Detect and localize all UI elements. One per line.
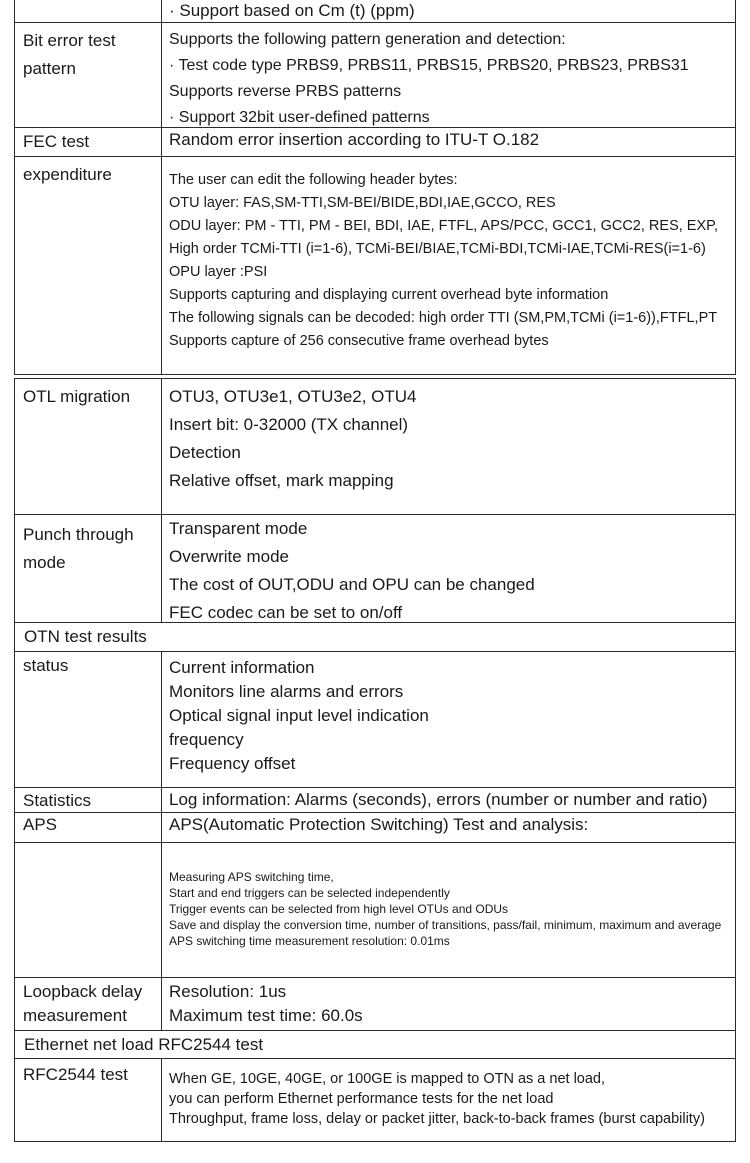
value-line: Supports reverse PRBS patterns bbox=[169, 83, 402, 100]
row-label: Loopback delay measurement bbox=[15, 978, 162, 1030]
row-value bbox=[162, 515, 735, 622]
table-row-ethernet-net-load bbox=[14, 1030, 736, 1059]
section-heading: Ethernet net load RFC2544 test bbox=[24, 1035, 264, 1054]
value-line: · Support 32bit user-defined patterns bbox=[169, 109, 430, 126]
value-line: Measuring APS switching time, bbox=[169, 870, 334, 884]
row-value bbox=[162, 23, 735, 127]
row-label: FEC test bbox=[15, 128, 162, 156]
table-row-expenditure bbox=[14, 156, 736, 375]
value-line: Detection bbox=[169, 443, 241, 462]
value-line: Save and display the conversion time, number of transitions, pass/fail, minimum, maximum and average bbox=[169, 918, 722, 932]
value-line: Frequency offset bbox=[169, 754, 296, 773]
row-label: RFC2544 test bbox=[15, 1059, 162, 1141]
value-line: · Support based on Cm (t) (ppm) bbox=[169, 1, 415, 20]
table-row-punch-through bbox=[14, 514, 736, 623]
value-line: Log information: Alarms (seconds), errors (number or number and ratio) bbox=[169, 790, 708, 809]
table-row-cm bbox=[14, 0, 736, 23]
row-value bbox=[162, 379, 735, 514]
value-line: Transparent mode bbox=[169, 519, 308, 538]
value-line: Trigger events can be selected from high level OTUs and ODUs bbox=[169, 902, 509, 916]
row-value bbox=[162, 128, 735, 156]
row-label: Bit error test pattern bbox=[15, 23, 162, 127]
row-label: Statistics bbox=[15, 788, 162, 812]
value-line: OTU layer: FAS,SM-TTI,SM-BEI/BIDE,BDI,IAE,GCCO, RES bbox=[169, 195, 556, 211]
value-line: frequency bbox=[169, 730, 244, 749]
table-row-rfc2544 bbox=[14, 1058, 736, 1142]
row-label: Punch through mode bbox=[15, 515, 162, 622]
row-value bbox=[162, 978, 735, 1030]
section-heading: OTN test results bbox=[24, 627, 147, 646]
value-line: When GE, 10GE, 40GE, or 100GE is mapped to OTN as a net load, bbox=[169, 1071, 606, 1087]
value-line: Overwrite mode bbox=[169, 547, 289, 566]
row-value bbox=[162, 813, 735, 842]
value-line: Monitors line alarms and errors bbox=[169, 682, 404, 701]
table-row-loopback-delay bbox=[14, 977, 736, 1031]
value-line: Throughput, frame loss, delay or packet jitter, back-to-back frames (burst capability) bbox=[169, 1111, 705, 1127]
row-value bbox=[162, 157, 735, 374]
value-line: Start and end triggers can be selected independently bbox=[169, 886, 450, 900]
row-label: expenditure bbox=[15, 157, 162, 374]
value-line: Random error insertion according to ITU-T O.182 bbox=[169, 130, 540, 149]
value-line: APS(Automatic Protection Switching) Test and analysis: bbox=[169, 815, 589, 834]
row-value bbox=[162, 788, 735, 812]
value-line: Current information bbox=[169, 658, 315, 677]
value-line: APS switching time measurement resolution: 0.01ms bbox=[169, 934, 450, 948]
value-line: OTU3, OTU3e1, OTU3e2, OTU4 bbox=[169, 387, 417, 406]
value-line: FEC codec can be set to on/off bbox=[169, 603, 403, 622]
row-value bbox=[162, 1059, 735, 1141]
value-line: you can perform Ethernet performance tests for the net load bbox=[169, 1091, 554, 1107]
row-label-empty bbox=[15, 0, 162, 22]
row-label: OTL migration bbox=[15, 379, 162, 514]
table-row-otn-results bbox=[14, 622, 736, 652]
value-line: Supports the following pattern generation and detection: bbox=[169, 31, 566, 48]
row-value bbox=[162, 652, 735, 787]
value-line: The cost of OUT,ODU and OPU can be changed bbox=[169, 575, 535, 594]
row-value bbox=[162, 0, 735, 22]
table-row-aps bbox=[14, 812, 736, 843]
table-row-status bbox=[14, 651, 736, 788]
value-line: Relative offset, mark mapping bbox=[169, 471, 394, 490]
value-line: High order TCMi-TTI (i=1-6), TCMi-BEI/BIAE,TCMi-BDI,TCMi-IAE,TCMi-RES(i=1-6) bbox=[169, 241, 706, 257]
value-line: ODU layer: PM - TTI, PM - BEI, BDI, IAE, FTFL, APS/PCC, GCC1, GCC2, RES, EXP, bbox=[169, 218, 718, 234]
value-line: The user can edit the following header bytes: bbox=[169, 172, 458, 188]
value-line: Resolution: 1us bbox=[169, 982, 287, 1001]
table-row-aps-detail bbox=[14, 842, 736, 978]
row-label: APS bbox=[15, 813, 162, 842]
table-row-statistics bbox=[14, 787, 736, 813]
table-row-fec bbox=[14, 127, 736, 157]
value-line: Optical signal input level indication bbox=[169, 706, 429, 725]
value-line: The following signals can be decoded: high order TTI (SM,PM,TCMi (i=1-6)),FTFL,PT bbox=[169, 310, 718, 326]
row-value bbox=[162, 843, 735, 977]
value-line: OPU layer :PSI bbox=[169, 264, 268, 280]
value-line: Supports capture of 256 consecutive frame overhead bytes bbox=[169, 333, 549, 349]
table-row-otl-migration bbox=[14, 378, 736, 515]
row-label: status bbox=[15, 652, 162, 787]
value-line: · Test code type PRBS9, PRBS11, PRBS15, PRBS20, PRBS23, PRBS31 bbox=[169, 57, 689, 74]
value-line: Supports capturing and displaying current overhead byte information bbox=[169, 287, 609, 303]
row-label-empty bbox=[15, 843, 162, 977]
value-line: Maximum test time: 60.0s bbox=[169, 1006, 363, 1025]
value-line: Insert bit: 0-32000 (TX channel) bbox=[169, 415, 409, 434]
table-row-bit-error bbox=[14, 22, 736, 128]
